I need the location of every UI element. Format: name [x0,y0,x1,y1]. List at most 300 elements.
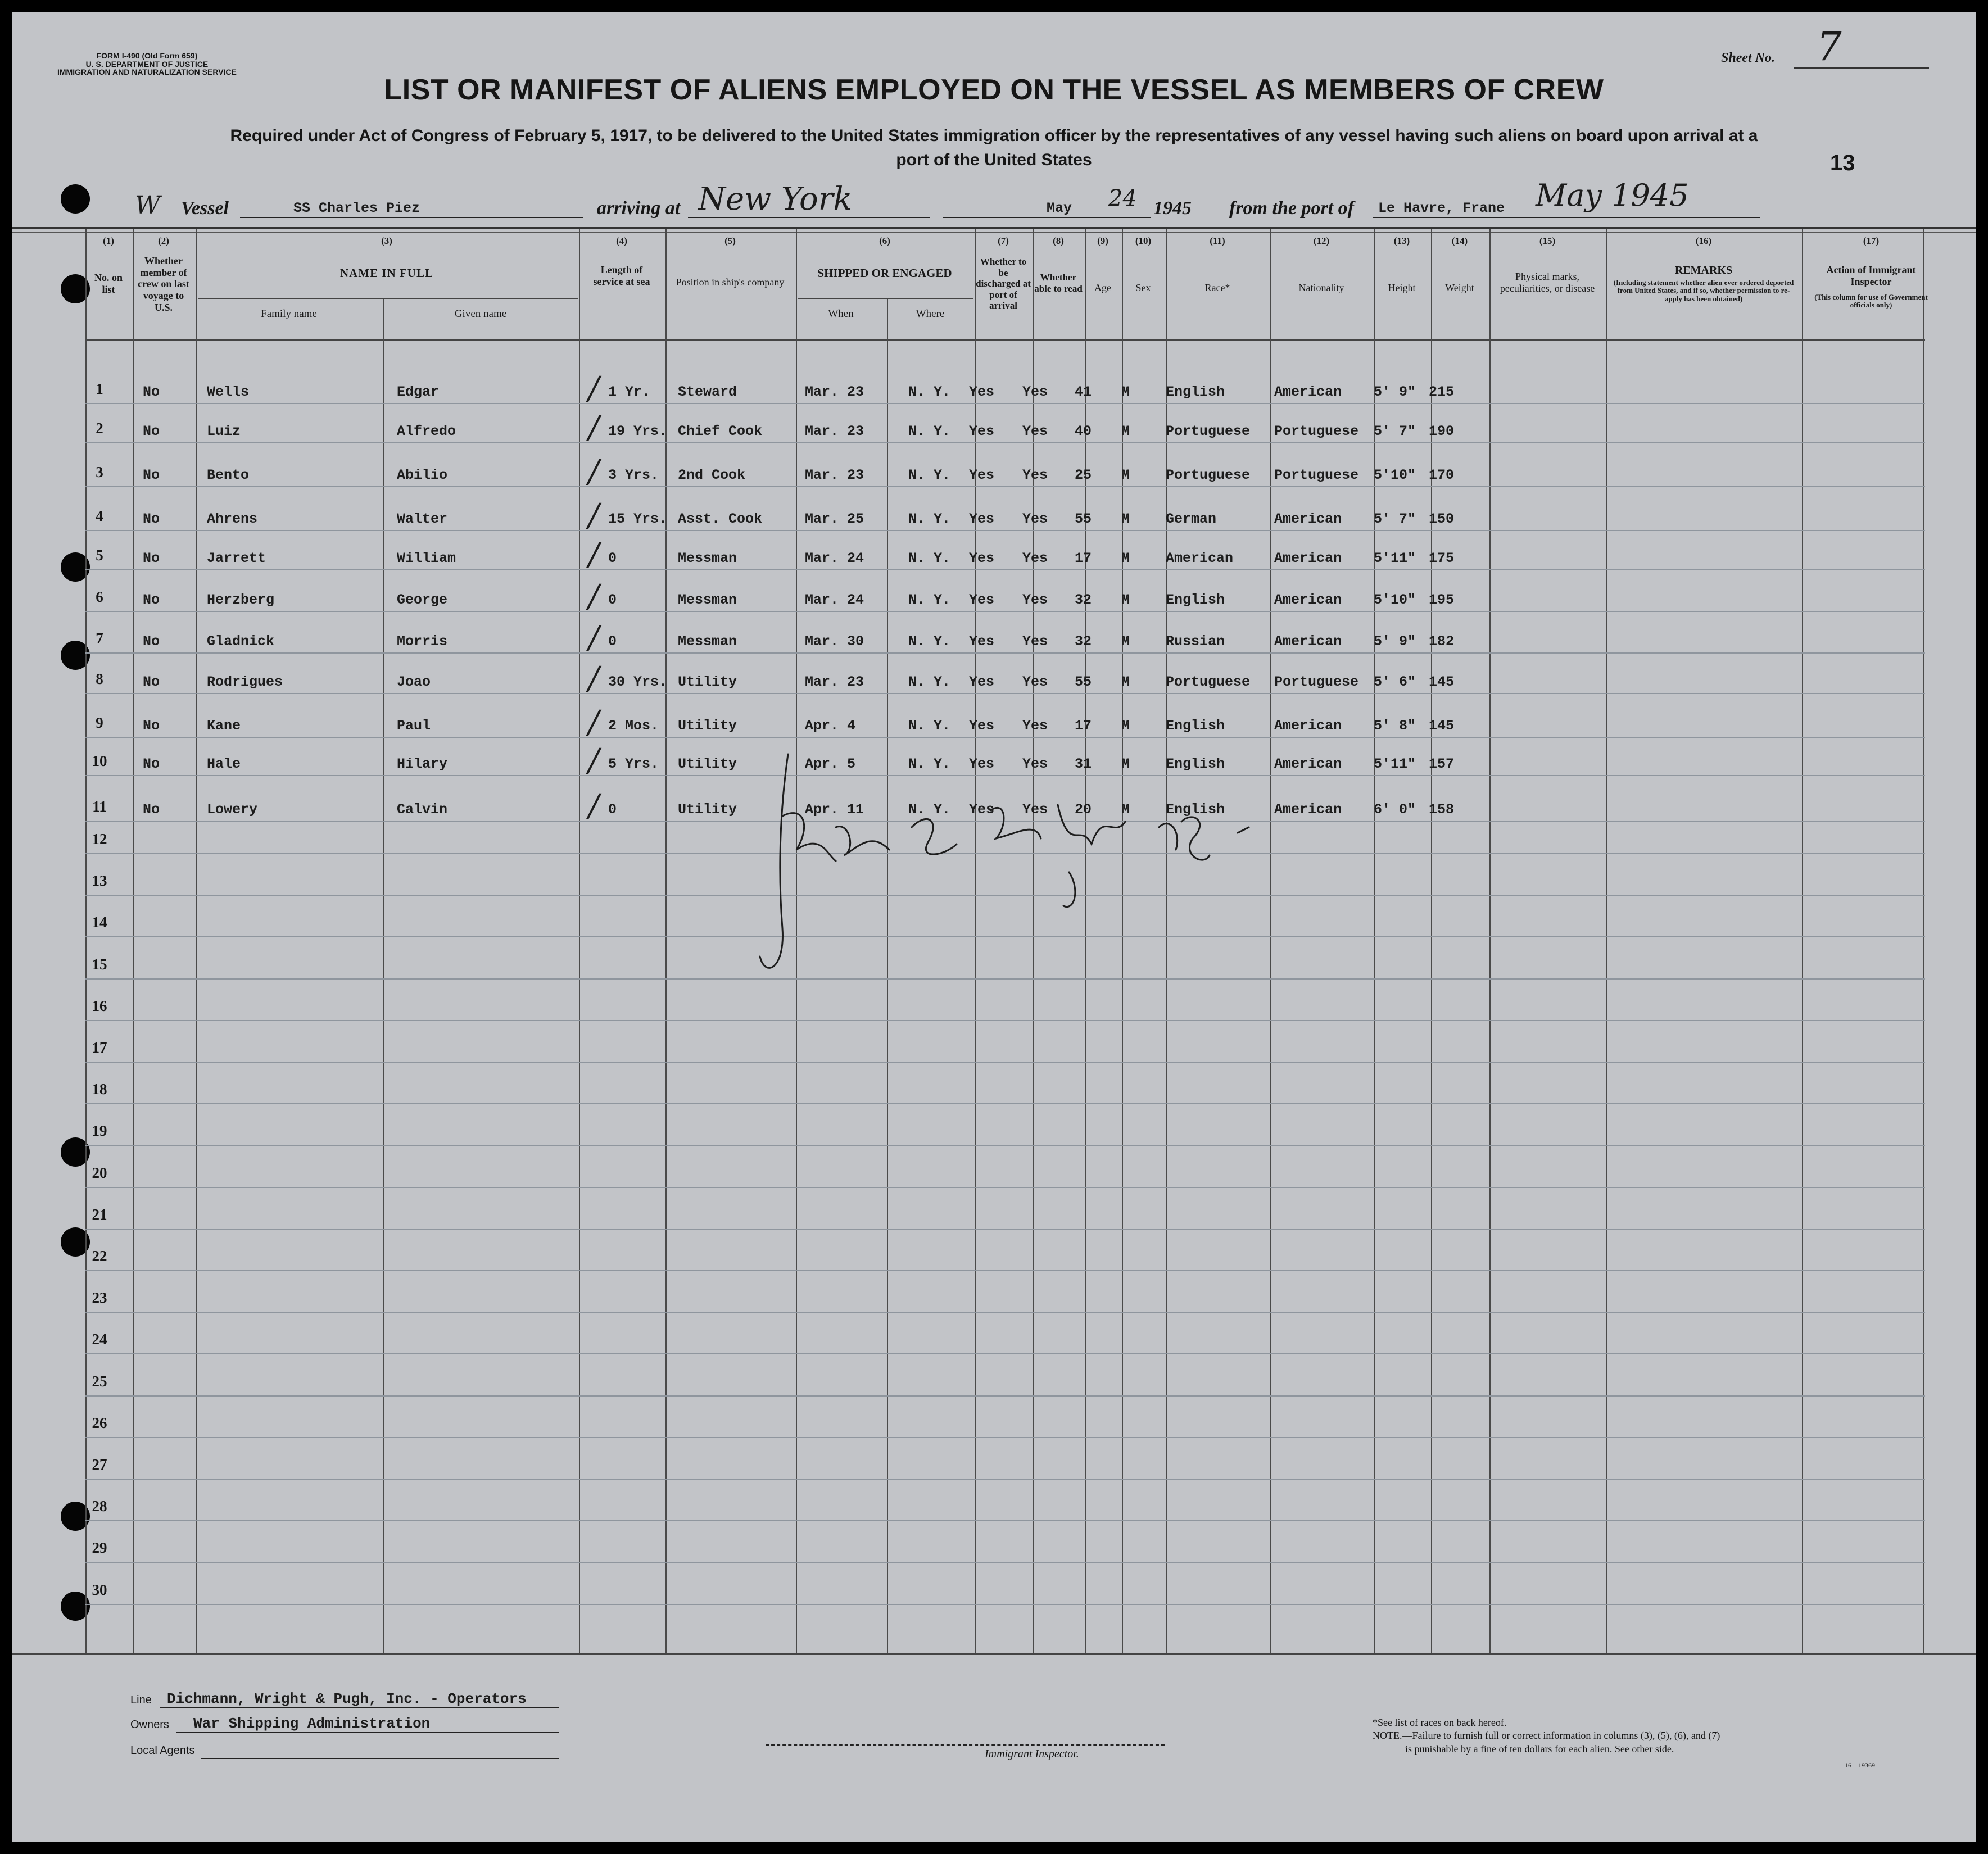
crew-sex: M [1121,467,1130,483]
crew-read: Yes [1022,801,1048,818]
crew-prev: No [143,467,160,483]
crew-where: N. Y. [908,511,951,527]
crew-age: 32 [1075,633,1092,650]
crew-family: Wells [207,384,250,400]
col-5-label: Position in ship's company [676,276,785,288]
crew-where: N. Y. [908,756,951,772]
column-divider [383,299,384,1653]
row-number: 23 [92,1289,107,1307]
ruled-line [85,737,1925,738]
when-header: When [828,308,854,320]
ruled-line [85,442,1925,443]
row-number: 22 [92,1248,107,1264]
row-number: 11 [92,798,107,815]
crew-read: Yes [1022,592,1048,608]
crew-position: Utility [678,718,737,734]
crew-race: Portuguese [1166,674,1251,690]
ruled-line [85,1520,1925,1521]
crew-age: 32 [1075,592,1092,608]
crew-given: Alfredo [397,423,456,439]
owners-underline [176,1732,559,1733]
crew-age: 17 [1075,718,1092,734]
crew-weight: 175 [1429,550,1455,566]
crew-race: English [1166,801,1225,818]
crew-read: Yes [1022,633,1048,650]
ruled-line [85,1229,1925,1230]
crew-height: 5' 8" [1374,718,1416,734]
col-14-num: (14) [1451,235,1468,246]
crew-age: 31 [1075,756,1092,772]
crew-position: Utility [678,756,737,772]
crew-weight: 215 [1429,384,1455,400]
crew-family: Lowery [207,801,258,818]
crew-sex: M [1121,633,1130,650]
col-1-num: (1) [103,235,114,246]
row-number: 28 [92,1498,107,1515]
check-mark-icon: / [588,660,599,697]
col-1-label: No. on list [94,272,123,295]
ruled-line [85,1479,1925,1480]
ruled-line [85,1395,1925,1397]
col-7-label: Whether to be discharged at port of arrival [976,256,1031,311]
from-label: from the port of [1229,198,1354,219]
departure-date: May 1945 [1536,178,1689,213]
ruled-line [85,1145,1925,1146]
crew-service: 3 Yrs. [608,467,659,483]
crew-height: 5' 9" [1374,633,1416,650]
crew-discharged: Yes [969,511,995,527]
crew-where: N. Y. [908,423,951,439]
crew-prev: No [143,384,160,400]
crew-age: 55 [1075,511,1092,527]
page-title: LIST OR MANIFEST OF ALIENS EMPLOYED ON THE VESSEL AS MEMBERS OF CREW [384,74,1604,106]
crew-race: English [1166,756,1225,772]
crew-prev: No [143,633,160,650]
crew-race: English [1166,592,1225,608]
row-number: 13 [92,872,107,890]
crew-sex: M [1121,674,1130,690]
crew-age: 25 [1075,467,1092,483]
col-16-label: REMARKS [1674,264,1733,276]
crew-where: N. Y. [908,384,951,400]
family-name-header: Family name [261,308,317,320]
ruled-line [85,1562,1925,1563]
row-number: 18 [92,1081,107,1098]
crew-age: 55 [1075,674,1092,690]
col-7-num: (7) [998,235,1009,246]
row-number: 21 [92,1205,107,1223]
crew-race: American [1166,550,1234,566]
col-8-label: Whether able to read [1034,272,1083,294]
crew-when: Mar. 24 [805,550,864,566]
crew-read: Yes [1022,511,1048,527]
check-mark-icon: / [588,370,599,407]
check-mark-icon: / [588,497,599,534]
col-4-num: (4) [616,235,627,246]
ruled-line [85,530,1925,531]
from-port: Le Havre, Frane [1378,200,1505,216]
crew-family: Hale [207,756,241,772]
given-name-header: Given name [454,308,507,320]
col-6-num: (6) [879,235,890,246]
check-mark-icon: / [588,742,599,779]
crew-given: Abilio [397,467,448,483]
crew-position: Steward [678,384,737,400]
crew-discharged: Yes [969,756,995,772]
row-number: 5 [96,547,103,564]
ruled-line [85,652,1925,654]
crew-when: Apr. 4 [805,718,856,734]
check-mark-icon: / [588,704,599,741]
note-races: *See list of races on back hereof. [1373,1717,1507,1728]
manifest-page [12,12,1976,1842]
row-number: 25 [92,1372,107,1390]
col-5-num: (5) [724,235,736,246]
crew-age: 41 [1075,384,1092,400]
col-4-label: Length of service at sea [593,264,650,287]
col-13-label: Height [1388,282,1416,293]
crew-family: Jarrett [207,550,266,566]
sheet-number: 7 [1817,24,1842,70]
crew-read: Yes [1022,674,1048,690]
crew-height: 5'10" [1374,592,1416,608]
ruled-line [85,611,1925,612]
crew-read: Yes [1022,384,1048,400]
crew-nationality: American [1274,633,1342,650]
crew-when: Mar. 23 [805,384,864,400]
row-number: 30 [92,1581,107,1598]
check-mark-icon: / [588,410,599,446]
crew-position: Messman [678,592,737,608]
crew-where: N. Y. [908,674,951,690]
crew-read: Yes [1022,756,1048,772]
ruled-line [85,1437,1925,1438]
crew-when: Mar. 23 [805,674,864,690]
col-8-num: (8) [1053,235,1064,246]
check-mark-icon: / [588,454,599,490]
crew-height: 5' 7" [1374,423,1416,439]
crew-sex: M [1121,592,1130,608]
sheet-number-underline [1794,67,1929,69]
inspector-label: Immigrant Inspector. [985,1748,1079,1760]
crew-sex: M [1121,511,1130,527]
check-mark-icon: / [588,620,599,656]
form-info-line2: U. S. DEPARTMENT OF JUSTICE [85,59,209,69]
crew-when: Mar. 30 [805,633,864,650]
crew-nationality: American [1274,550,1342,566]
crew-height: 5'11" [1374,550,1416,566]
crew-given: Walter [397,511,448,527]
crew-family: Luiz [207,423,241,439]
crew-sex: M [1121,756,1130,772]
col-9-label: Age [1094,282,1111,293]
arrival-year: 1945 [1153,198,1192,219]
ruled-line [85,1270,1925,1271]
col-15-label: Physical marks, peculiarities, or disease [1500,271,1595,294]
crew-sex: M [1121,384,1130,400]
crew-where: N. Y. [908,633,951,650]
note-line1: NOTE.—Failure to furnish full or correct information in columns (3), (5), (6), and (7) [1373,1730,1720,1741]
crew-where: N. Y. [908,801,951,818]
crew-family: Kane [207,718,241,734]
ruled-line [85,1604,1925,1605]
crew-given: Paul [397,718,431,734]
action-note: (This column for use of Government officials only) [1814,293,1928,310]
crew-position: Utility [678,801,737,818]
arriving-label: arriving at [597,198,681,219]
crew-prev: No [143,550,160,566]
check-mark-icon: / [588,578,599,615]
crew-prev: No [143,674,160,690]
crew-prev: No [143,801,160,818]
col-3-num: (3) [381,235,392,246]
line-label: Line [130,1694,152,1706]
row-number: 14 [92,914,107,931]
agents-label: Local Agents [130,1744,195,1757]
crew-service: 19 Yrs. [608,423,668,439]
ruled-line [85,1020,1925,1021]
crew-race: Portuguese [1166,467,1251,483]
col-17-label: Action of Immigrant Inspector [1826,264,1916,287]
row-number: 17 [92,1039,107,1056]
crew-service: 1 Yr. [608,384,651,400]
vessel-mark: W [135,191,161,220]
ruled-line [85,1062,1925,1063]
crew-weight: 150 [1429,511,1455,527]
vessel-underline [240,217,583,218]
ruled-line [85,1312,1925,1313]
row-number: 2 [96,420,103,437]
crew-weight: 182 [1429,633,1455,650]
row-number: 9 [96,714,103,731]
row-number: 20 [92,1164,107,1181]
crew-when: Apr. 5 [805,756,856,772]
crew-nationality: American [1274,511,1342,527]
ruled-line [85,486,1925,487]
col-12-num: (12) [1313,235,1330,246]
crew-family: Bento [207,467,250,483]
owners-value: War Shipping Administration [193,1715,431,1732]
row-number: 27 [92,1456,107,1473]
row-number: 19 [92,1122,107,1140]
crew-height: 5' 7" [1374,511,1416,527]
col-2-num: (2) [158,235,169,246]
crew-race: English [1166,718,1225,734]
crew-given: Hilary [397,756,448,772]
crew-service: 0 [608,633,617,650]
form-info-line1: FORM I-490 (Old Form 659) [96,51,198,60]
row-number: 8 [96,670,103,687]
line-value: Dichmann, Wright & Pugh, Inc. - Operators [167,1690,527,1707]
subtitle-line2: port of the United States [896,151,1092,169]
row-number: 24 [92,1331,107,1348]
crew-age: 17 [1075,550,1092,566]
crew-when: Mar. 23 [805,423,864,439]
arrival-day: 24 [1108,185,1137,211]
check-mark-icon: / [588,537,599,573]
crew-where: N. Y. [908,718,951,734]
crew-given: George [397,592,448,608]
crew-family: Gladnick [207,633,275,650]
crew-discharged: Yes [969,550,995,566]
crew-family: Herzberg [207,592,275,608]
crew-given: Joao [397,674,431,690]
where-header: Where [916,308,945,320]
crew-when: Apr. 11 [805,801,864,818]
crew-given: Morris [397,633,448,650]
col-10-num: (10) [1135,235,1152,246]
crew-prev: No [143,756,160,772]
col-12-label: Nationality [1298,282,1344,293]
form-info-line3: IMMIGRATION AND NATURALIZATION SERVICE [57,67,237,77]
form-code: 16—19369 [1845,1761,1875,1769]
ruled-line [85,569,1925,570]
crew-discharged: Yes [969,384,995,400]
crew-race: Russian [1166,633,1225,650]
ruled-line [85,403,1925,404]
from-underline [1373,217,1760,218]
crew-nationality: American [1274,592,1342,608]
crew-age: 40 [1075,423,1092,439]
row-number: 4 [96,507,103,524]
crew-position: Asst. Cook [678,511,763,527]
crew-position: Utility [678,674,737,690]
table-bottom-rule [12,1653,1976,1655]
ruled-line [85,1103,1925,1104]
crew-race: German [1166,511,1217,527]
crew-family: Ahrens [207,511,258,527]
crew-position: 2nd Cook [678,467,746,483]
col-9-num: (9) [1097,235,1108,246]
arrival-month: May [1047,200,1072,216]
vessel-name: SS Charles Piez [293,200,420,216]
crew-family: Rodrigues [207,674,283,690]
crew-discharged: Yes [969,801,995,818]
row-number: 3 [96,464,103,481]
crew-height: 6' 0" [1374,801,1416,818]
remarks-note: (Including statement whether alien ever ordered deported from United States, and if so, whether permission to re-apply has been obtained) [1613,278,1794,303]
name-subheader-rule [198,298,578,299]
crew-weight: 157 [1429,756,1455,772]
crew-given: Calvin [397,801,448,818]
crew-prev: No [143,718,160,734]
inspector-signature [743,743,1260,985]
row-number: 12 [92,831,107,847]
date-underline [943,217,1151,218]
crew-discharged: Yes [969,674,995,690]
table-top-rule [12,227,1976,229]
sheet-label: Sheet No. [1721,51,1775,65]
header-bottom-rule [85,339,1925,341]
crew-read: Yes [1022,718,1048,734]
col-15-num: (15) [1539,235,1556,246]
crew-weight: 195 [1429,592,1455,608]
crew-service: 2 Mos. [608,718,659,734]
col-6-label: SHIPPED OR ENGAGED [817,266,952,280]
col-17-num: (17) [1863,235,1880,246]
crew-service: 30 Yrs. [608,674,668,690]
crew-service: 5 Yrs. [608,756,659,772]
crew-weight: 190 [1429,423,1455,439]
col-2-label: Whether member of crew on last voyage to U.S. [138,255,189,313]
ruled-line [85,1187,1925,1188]
row-number: 6 [96,588,103,605]
col-11-num: (11) [1210,235,1225,246]
row-number: 1 [96,380,103,397]
crew-when: Mar. 25 [805,511,864,527]
crew-prev: No [143,592,160,608]
crew-when: Mar. 24 [805,592,864,608]
row-number: 29 [92,1539,107,1557]
crew-when: Mar. 23 [805,467,864,483]
inspector-underline [766,1744,1165,1746]
crew-age: 20 [1075,801,1092,818]
subtitle-line1: Required under Act of Congress of February 5, 1917, to be delivered to the United States immigration officer by the representatives of any vessel having such aliens on board upon arrival at a [230,126,1758,145]
agents-underline [201,1758,559,1759]
crew-nationality: Portuguese [1274,423,1359,439]
col-3-label: NAME IN FULL [339,266,433,280]
crew-service: 0 [608,550,617,566]
row-number: 7 [96,630,103,647]
crew-where: N. Y. [908,550,951,566]
line-underline [160,1707,559,1708]
col-14-label: Weight [1445,282,1474,293]
crew-position: Chief Cook [678,423,763,439]
crew-weight: 145 [1429,674,1455,690]
crew-discharged: Yes [969,592,995,608]
crew-weight: 145 [1429,718,1455,734]
row-number: 16 [92,997,107,1014]
crew-prev: No [143,423,160,439]
crew-sex: M [1121,423,1130,439]
crew-service: 15 Yrs. [608,511,668,527]
crew-nationality: American [1274,801,1342,818]
punch-hole [61,184,90,214]
check-mark-icon: / [588,788,599,824]
crew-height: 5' 6" [1374,674,1416,690]
crew-nationality: Portuguese [1274,674,1359,690]
ruled-line [85,1353,1925,1354]
ruled-line [85,693,1925,694]
crew-read: Yes [1022,467,1048,483]
crew-discharged: Yes [969,718,995,734]
crew-read: Yes [1022,423,1048,439]
arriving-port: New York [698,181,853,217]
page-number: 13 [1830,151,1855,175]
crew-sex: M [1121,718,1130,734]
shipped-subheader-rule [798,298,973,299]
col-16-num: (16) [1695,235,1712,246]
crew-race: Portuguese [1166,423,1251,439]
crew-nationality: Portuguese [1274,467,1359,483]
crew-nationality: American [1274,756,1342,772]
col-10-label: Sex [1135,282,1151,293]
crew-height: 5'11" [1374,756,1416,772]
crew-discharged: Yes [969,423,995,439]
crew-discharged: Yes [969,467,995,483]
crew-race: English [1166,384,1225,400]
crew-sex: M [1121,801,1130,818]
note-line2: is punishable by a fine of ten dollars for each alien. See other side. [1405,1743,1674,1755]
crew-read: Yes [1022,550,1048,566]
crew-nationality: American [1274,384,1342,400]
crew-nationality: American [1274,718,1342,734]
crew-service: 0 [608,801,617,818]
row-number: 15 [92,955,107,973]
crew-position: Messman [678,550,737,566]
crew-given: William [397,550,456,566]
crew-given: Edgar [397,384,440,400]
